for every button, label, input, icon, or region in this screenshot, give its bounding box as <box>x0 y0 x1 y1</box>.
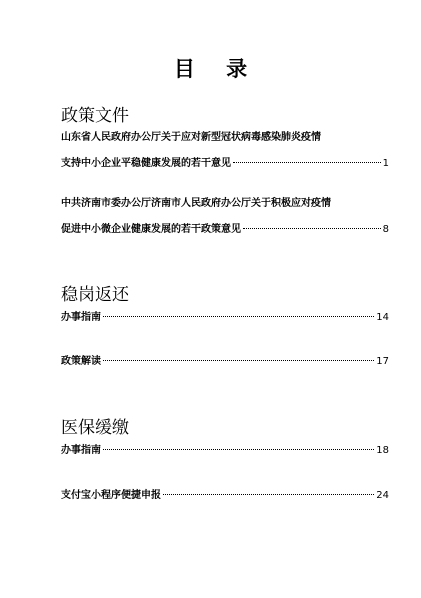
toc-entry-title: 支付宝小程序便捷申报 <box>61 490 161 501</box>
leader-dots <box>243 228 381 229</box>
toc-page-number: 18 <box>376 445 389 456</box>
leader-dots <box>103 360 374 361</box>
toc-entry[interactable] <box>61 131 389 171</box>
toc-entry-title-line2: 支持中小企业平稳健康发展的若干意见 <box>61 158 231 169</box>
toc-entry-title: 办事指南 <box>61 445 101 456</box>
page-title: 目 录 <box>173 57 260 81</box>
toc-entry-title: 政策解读 <box>61 356 101 367</box>
leader-dots <box>103 316 374 317</box>
section-heading-policy-documents: 政策文件 <box>61 106 129 126</box>
toc-entry[interactable] <box>61 355 389 369</box>
toc-entry-title-line1: 山东省人民政府办公厅关于应对新型冠状病毒感染肺炎疫情 <box>61 132 321 143</box>
toc-entry-title: 办事指南 <box>61 312 101 323</box>
leader-dots <box>233 162 381 163</box>
toc-entry[interactable] <box>61 489 389 503</box>
section-heading-job-stabilization-refund: 稳岗返还 <box>61 285 129 305</box>
leader-dots <box>103 449 374 450</box>
toc-page-number: 1 <box>382 158 389 169</box>
toc-page-number: 8 <box>382 224 389 235</box>
section-heading-medical-insurance-deferral: 医保缓缴 <box>61 418 129 438</box>
toc-page-number: 17 <box>376 356 389 367</box>
toc-entry[interactable] <box>61 197 389 237</box>
toc-page-number: 14 <box>376 312 389 323</box>
toc-entry[interactable] <box>61 311 389 325</box>
toc-entry-title-line2: 促进中小微企业健康发展的若干政策意见 <box>61 224 241 235</box>
leader-dots <box>163 494 374 495</box>
toc-entry[interactable] <box>61 444 389 458</box>
toc-entry-title-line1: 中共济南市委办公厅济南市人民政府办公厅关于积极应对疫情 <box>61 198 331 209</box>
toc-page-number: 24 <box>376 490 389 501</box>
